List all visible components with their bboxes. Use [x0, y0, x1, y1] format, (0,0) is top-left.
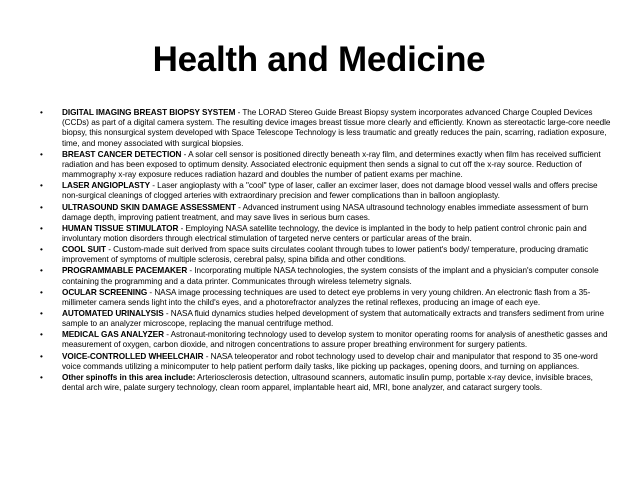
list-item: [40, 330, 612, 350]
bullet-list: [40, 108, 612, 394]
bullet-icon: •: [40, 266, 43, 276]
item-description: - The LORAD Stereo Guide Breast Biopsy system incorporates advanced Charge Coupled Devices (CCDs) as part of a digital camera system. The resulting device images breast tissue more clearly and efficiently. Known as stereotactic large-core needle biopsy, this nonsurgical system developed with Space Telescope Technology is less traumatic and greatly reduces the pain, scarring, radiation exposure, time, and money associated with surgical biopsies.: [62, 108, 611, 148]
bullet-icon: •: [40, 181, 43, 191]
item-term: OCULAR SCREENING: [62, 287, 148, 297]
item-term: HUMAN TISSUE STIMULATOR: [62, 223, 179, 233]
item-description: - Laser angioplasty with a "cool" type of laser, caller an excimer laser, does not damage blood vessel walls and offers precise non-surgical cleanings of clogged arteries with extraordinary precision and fewer complications than in balloon angioplasty.: [62, 181, 598, 201]
list-item: [40, 309, 612, 329]
item-description: Arteriosclerosis detection, ultrasound scanners, automatic insulin pump, portable x-ray device, invisible braces, dental arch wire, palate surgery technology, clean room apparel, implantable heart aid, MRI, bone analyzer, and cataract surgery tools.: [62, 372, 593, 393]
item-description: - NASA teleoperator and robot technology used to develop chair and manipulator that respond to 35 one-word voice commands utilizing a minicomputer to help patient perform daily tasks, like picking up packages, opening doors, and turning on appliances.: [62, 351, 598, 371]
list-item: [40, 108, 612, 149]
item-term: ULTRASOUND SKIN DAMAGE ASSESSMENT: [62, 202, 236, 212]
item-description: - Astronaut-monitoring technology used to develop system to monitor operating rooms for analysis of anesthetic gasses and measurement of oxygen, carbon dioxide, and nitrogen concentrations to assure proper breathing environment for surgery patients.: [62, 330, 608, 350]
bullet-icon: •: [40, 223, 43, 233]
item-description: - Incorporating multiple NASA technologies, the system consists of the implant and a physician's computer console containing the programming and a data printer. Communicates through wireless telemetry signals.: [62, 266, 599, 286]
list-item: [40, 224, 612, 244]
item-term: BREAST CANCER DETECTION: [62, 149, 182, 159]
bullet-icon: •: [40, 330, 43, 340]
list-item: [40, 266, 612, 286]
item-term: COOL SUIT: [62, 245, 106, 255]
bullet-icon: •: [40, 308, 43, 318]
item-description: - Advanced instrument using NASA ultrasound technology enables immediate assessment of burn damage depth, improving patient treatment, and may save lives in serious burn cases.: [62, 202, 589, 222]
list-item: [40, 203, 612, 223]
list-item: [40, 150, 612, 181]
item-term: Other spinoffs in this area include:: [62, 372, 196, 382]
list-item: [40, 373, 612, 393]
item-term: MEDICAL GAS ANALYZER: [62, 330, 164, 340]
item-description: - A solar cell sensor is positioned directly beneath x-ray film, and determines exactly when film has received sufficient radiation and has been exposed to optimum density. Associated electronic equipment then sends a signal to cut off the x-ray source. Reduction of mammography x-ray exposure reduces radiation hazard and doubles the number of patient exams per machine.: [62, 149, 601, 180]
list-item: [40, 181, 612, 201]
item-term: AUTOMATED URINALYSIS: [62, 308, 164, 318]
item-description: - Custom-made suit derived from space suits circulates coolant through tubes to lower patient's body/ temperature, producing dramatic improvement of symptoms of multiple sclerosis, cerebral palsy, spina bifida and other conditions.: [62, 245, 589, 265]
bullet-icon: •: [40, 287, 43, 297]
list-item: [40, 245, 612, 265]
item-term: DIGITAL IMAGING BREAST BIOPSY SYSTEM: [62, 108, 236, 117]
item-term: PROGRAMMABLE PACEMAKER: [62, 266, 188, 276]
item-description: - NASA image processing techniques are used to detect eye problems in very young children. An electronic flash from a 35-millimeter camera sends light into the child's eyes, and a photorefractor analyzes the retinal reflexes, producing an image of each eye.: [62, 287, 591, 307]
bullet-icon: •: [40, 202, 43, 212]
bullet-icon: •: [40, 245, 43, 255]
item-description: - Employing NASA satellite technology, the device is implanted in the body to help patient control chronic pain and involuntary motion disorders through electrical stimulation of targeted nerve centers or particular areas of the brain.: [62, 223, 587, 243]
item-term: VOICE-CONTROLLED WHEELCHAIR: [62, 351, 204, 361]
bullet-icon: •: [40, 372, 43, 382]
bullet-icon: •: [40, 108, 43, 117]
slide-title: Health and Medicine: [152, 40, 486, 79]
bullet-icon: •: [40, 351, 43, 361]
list-item: [40, 288, 612, 308]
bullet-icon: •: [40, 149, 43, 159]
list-item: [40, 352, 612, 372]
item-term: LASER ANGIOPLASTY: [62, 181, 151, 191]
item-description: - NASA fluid dynamics studies helped development of system that automatically extracts and transfers sediment from urine sample to an analyzer microscope, replacing the manual centrifuge method.: [62, 308, 605, 329]
